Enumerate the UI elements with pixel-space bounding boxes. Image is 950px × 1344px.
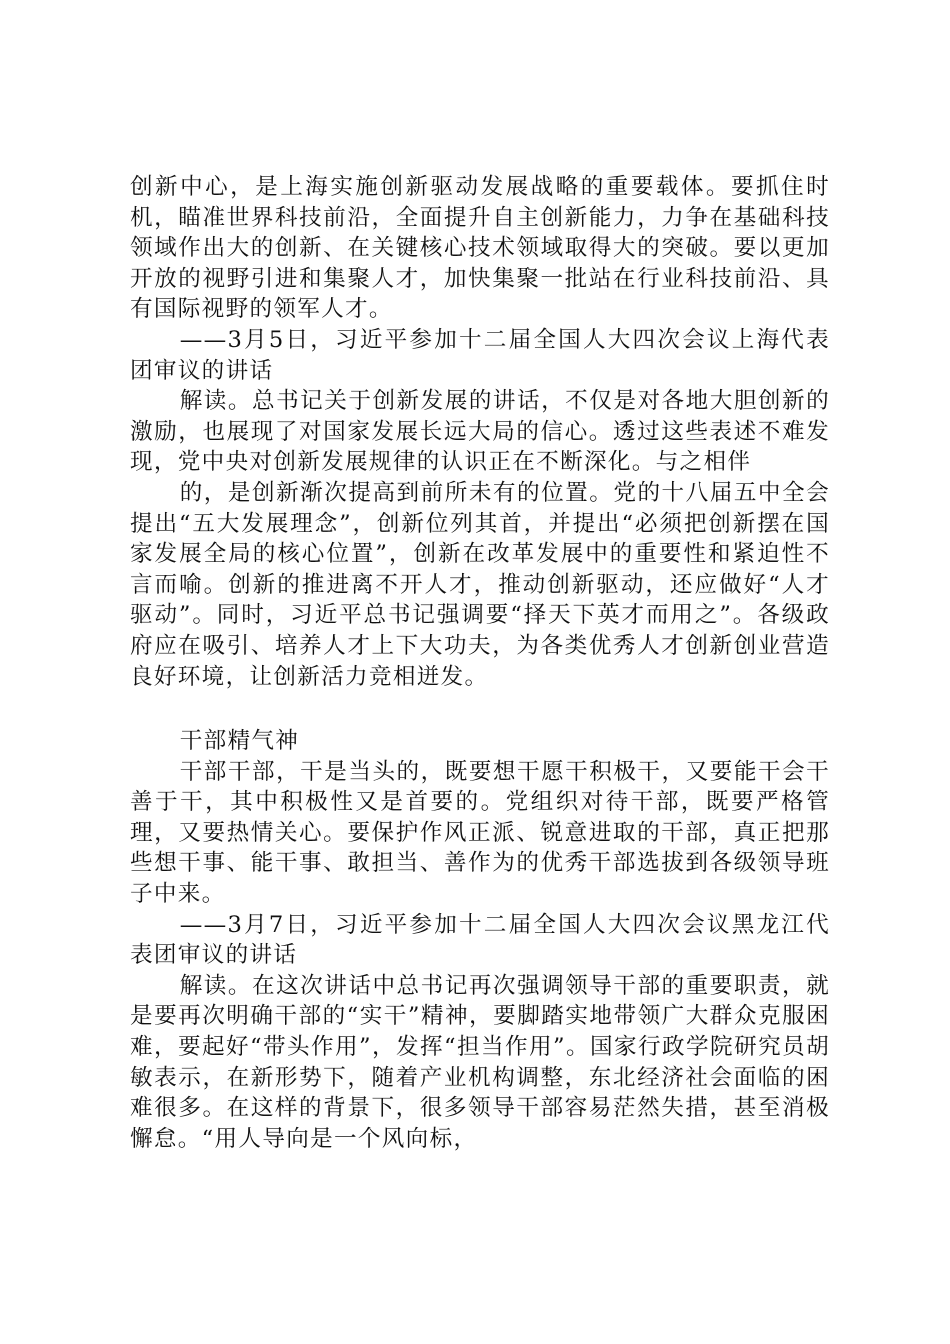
commentary-paragraph: 解读。在这次讲话中总书记再次强调领导干部的重要职责，就是要再次明确干部的“实干”精神，要脚踏实地带领广大群众克服困难，要起好“带头作用”，发挥“担当作用”。国家行政学院研究员胡敏表示，在新形势下，随着产业机构调整，东北经济社会面临的困难很多。在这样的背景下，很多领导干部容易茫然失措，甚至消极懈怠。“用人导向是一个风向标，: [130, 972, 830, 1152]
commentary-paragraph: 的，是创新渐次提高到前所未有的位置。党的十八届五中全会提出“五大发展理念”，创新位列其首，并提出“必须把创新摆在国家发展全局的核心位置”，创新在改革发展中的重要性和紧迫性不言而喻。创新的推进离不开人才，推动创新驱动，还应做好“人才驱动”。同时，习近平总书记强调要“择天下英才而用之”。各级政府应在吸引、培养人才上下大功夫，为各类优秀人才创新创业营造良好环境，让创新活力竞相迸发。: [130, 479, 830, 690]
section-gap: [130, 692, 830, 726]
body-paragraph: 干部干部，干是当头的，既要想干愿干积极干，又要能干会干善于干，其中积极性又是首要的。党组织对待干部，既要严格管理，又要热情关心。要保护作风正派、锐意进取的干部，真正把那些想干事、能干事、敢担当、善作为的优秀干部选拔到各级领导班子中来。: [130, 758, 830, 908]
body-paragraph: 创新中心，是上海实施创新驱动发展战略的重要载体。要抓住时机，瞄准世界科技前沿，全面提升自主创新能力，力争在基础科技领域作出大的创新、在关键核心技术领域取得大的突破。要以更加开放的视野引进和集聚人才，加快集聚一批站在行业科技前沿、具有国际视野的领军人才。: [130, 174, 830, 323]
quote-source: ——3月5日，习近平参加十二届全国人大四次会议上海代表团审议的讲话: [130, 326, 830, 384]
document-page: [130, 172, 830, 1154]
section-heading: 干部精气神: [179, 728, 300, 755]
commentary-paragraph: 解读。总书记关于创新发展的讲话，不仅是对各地大胆创新的激励，也展现了对国家发展长远大局的信心。透过这些表述不难发现，党中央对创新发展规律的认识正在不断深化。与之相伴: [130, 388, 830, 476]
quote-source: ——3月7日，习近平参加十二届全国人大四次会议黑龙江代表团审议的讲话: [130, 911, 830, 969]
